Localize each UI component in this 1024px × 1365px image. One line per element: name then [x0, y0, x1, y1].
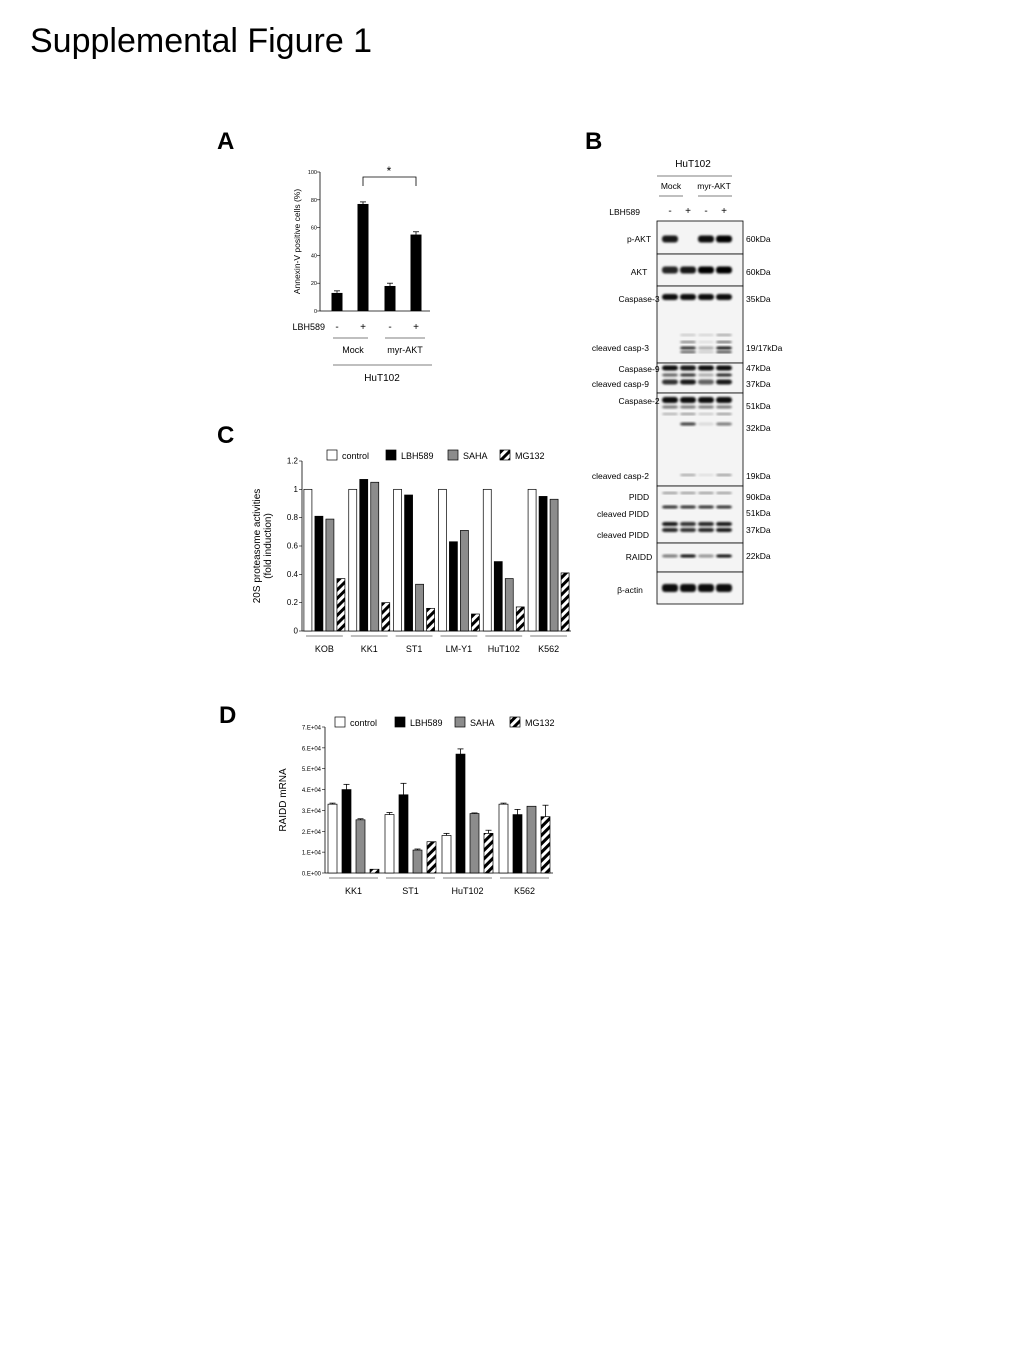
blot-band: [680, 528, 696, 532]
blot-band: [680, 492, 696, 494]
blot-band: [698, 366, 714, 371]
panel-label-c: C: [217, 422, 235, 449]
legend-label-mg132: MG132: [515, 451, 545, 461]
category-label: HuT102: [487, 644, 520, 654]
blot-band: [698, 267, 714, 274]
y-tick-label: 3.E+04: [301, 808, 321, 815]
bar-control: [442, 835, 451, 873]
treatment-sign: +: [413, 322, 419, 333]
blot-band: [716, 423, 732, 426]
bar-saha: [356, 820, 365, 873]
blot-band: [698, 334, 714, 336]
mw-label: 60kDa: [746, 267, 771, 277]
protein-label: p-AKT: [626, 234, 652, 244]
significance-bracket: [363, 177, 416, 186]
blot-band: [680, 423, 696, 426]
protein-label: cleaved PIDD: [597, 530, 649, 540]
blot-band: [680, 380, 696, 385]
panel-b-western-blot: [580, 150, 800, 610]
y-tick-label: 0.E+00: [301, 871, 321, 878]
blot-band: [662, 555, 678, 558]
blot-band: [662, 522, 678, 526]
blot-band: [716, 334, 732, 336]
blot-band: [662, 413, 678, 415]
y-axis-label: 20S proteasome activities(fold induction): [252, 488, 274, 604]
protein-label: cleaved casp-2: [591, 471, 649, 481]
bar-mg132: [337, 579, 345, 631]
bar-lbh589: [405, 495, 413, 631]
bar-control: [328, 804, 337, 873]
blot-band: [698, 236, 714, 243]
bar-lbh589: [513, 815, 522, 873]
blot-band: [716, 555, 732, 558]
panel-a-chart: [280, 155, 460, 395]
bar-lbh589: [399, 795, 408, 873]
y-tick-label: 1.2: [286, 456, 298, 466]
treatment-sign: -: [335, 322, 339, 333]
y-tick-label: 1.E+04: [301, 850, 321, 857]
panel-label-a: A: [217, 128, 235, 155]
blot-band: [698, 555, 714, 558]
bar-saha: [371, 482, 379, 631]
mw-label: 60kDa: [746, 234, 771, 244]
treatment-sign: -: [668, 206, 672, 217]
y-tick-label: 40: [310, 253, 317, 260]
y-axis-label: RAIDD mRNA: [278, 768, 289, 832]
treatment-sign: +: [685, 206, 691, 217]
treatment-sign: +: [721, 206, 727, 217]
bar-mg132: [370, 869, 379, 873]
significance-star: *: [386, 164, 392, 178]
bar-saha: [326, 519, 334, 631]
bar-lbh589: [449, 542, 457, 631]
blot-band: [662, 584, 678, 592]
blot-band: [680, 406, 696, 409]
protein-label: AKT: [630, 267, 648, 277]
blot-band: [680, 474, 696, 476]
blot-band: [698, 584, 714, 592]
bar-mg132: [427, 608, 435, 631]
protein-label: β-actin: [617, 585, 643, 595]
blot-band: [662, 380, 678, 385]
bar-mg132: [427, 842, 436, 873]
blot-band: [698, 423, 714, 426]
category-label: KK1: [360, 644, 378, 654]
bar-saha: [470, 814, 479, 873]
bar-control: [394, 489, 402, 631]
bar-saha: [527, 806, 536, 873]
category-label: K562: [538, 644, 560, 654]
y-tick-label: 0: [313, 309, 317, 315]
y-tick-label: 80: [310, 197, 317, 204]
blot-band: [698, 492, 714, 494]
legend-swatch-mg132: [500, 450, 510, 460]
blot-band: [698, 528, 714, 532]
legend-label-control: control: [350, 718, 378, 728]
treatment-sign: +: [360, 322, 366, 333]
protein-label: cleaved casp-9: [591, 379, 649, 389]
blot-band: [716, 366, 732, 371]
blot-band: [698, 397, 714, 403]
legend-label-lbh589: LBH589: [410, 718, 443, 728]
y-axis-label: Annexin-V positive cells (%): [292, 188, 302, 295]
blot-band: [680, 374, 696, 377]
legend-label-saha: SAHA: [470, 718, 495, 728]
y-tick-label: 20: [310, 281, 317, 288]
mw-label: 90kDa: [746, 492, 771, 502]
blot-band: [716, 236, 732, 243]
blot-band: [716, 584, 732, 592]
legend-swatch-control: [327, 450, 337, 460]
panel-d-chart: [270, 710, 565, 900]
blot-band: [716, 406, 732, 409]
bar: [411, 235, 422, 311]
blot-band: [716, 413, 732, 415]
blot-band: [680, 351, 696, 353]
bar-mg132: [471, 614, 479, 631]
mw-label: 37kDa: [746, 525, 771, 535]
bar: [332, 293, 343, 311]
category-label: ST1: [402, 886, 419, 896]
category-label: KOB: [314, 644, 334, 654]
y-tick-label: 6.E+04: [301, 746, 321, 753]
bar-saha: [505, 579, 513, 631]
blot-band: [680, 413, 696, 415]
bar-control: [528, 489, 536, 631]
panel-label-b: B: [585, 128, 603, 155]
blot-band: [680, 294, 696, 300]
blot-band: [698, 347, 714, 350]
blot-band: [698, 294, 714, 300]
blot-band: [716, 351, 732, 353]
mw-label: 37kDa: [746, 379, 771, 389]
protein-label: Caspase-3: [618, 294, 660, 304]
blot-band: [698, 413, 714, 415]
blot-band: [716, 380, 732, 385]
category-label: ST1: [405, 644, 423, 654]
bar-control: [499, 804, 508, 873]
bar-saha: [416, 584, 424, 631]
mw-label: 32kDa: [746, 423, 771, 433]
legend-swatch-lbh589: [386, 450, 396, 460]
blot-band: [662, 366, 678, 371]
blot-band: [716, 492, 732, 494]
blot-band: [680, 584, 696, 592]
protein-label: cleaved PIDD: [597, 509, 649, 519]
blot-band: [716, 341, 732, 343]
y-tick-label: 60: [310, 225, 317, 232]
bar-saha: [550, 499, 558, 631]
legend-swatch-saha: [448, 450, 458, 460]
y-tick-label: 2.E+04: [301, 829, 321, 836]
mw-label: 19kDa: [746, 471, 771, 481]
blot-band: [698, 522, 714, 526]
bar-lbh589: [494, 562, 502, 631]
lbh589-row-label: LBH589: [609, 207, 640, 217]
y-tick-label: 0.2: [286, 598, 298, 608]
y-tick-label: 7.E+04: [301, 725, 321, 732]
bar-control: [483, 489, 491, 631]
bar-control: [304, 489, 312, 631]
legend-swatch-saha: [455, 717, 465, 727]
blot-band: [662, 528, 678, 532]
mw-label: 51kDa: [746, 508, 771, 518]
blot-band: [680, 397, 696, 403]
treatment-sign: -: [388, 322, 392, 333]
legend-label-control: control: [342, 451, 370, 461]
protein-label: Caspase-9: [618, 364, 660, 374]
blot-band: [716, 474, 732, 476]
blot-band: [716, 528, 732, 532]
blot-band: [716, 506, 732, 509]
blot-band: [698, 351, 714, 353]
mw-label: 47kDa: [746, 363, 771, 373]
blot-band: [680, 341, 696, 343]
cell-line-label: HuT102: [364, 373, 400, 384]
bar-control: [385, 815, 394, 873]
bar-lbh589: [342, 790, 351, 873]
y-tick-label: 0.6: [286, 541, 298, 551]
group-label-myr-akt: myr-AKT: [697, 181, 731, 191]
bar-mg132: [484, 833, 493, 873]
legend-label-saha: SAHA: [463, 451, 488, 461]
blot-band: [662, 374, 678, 377]
blot-band: [716, 294, 732, 300]
blot-band: [698, 380, 714, 385]
y-tick-label: 100: [307, 170, 317, 176]
blot-band: [716, 347, 732, 350]
bar-mg132: [541, 817, 550, 873]
bar-mg132: [561, 573, 569, 631]
blot-band: [716, 522, 732, 526]
protein-label: Caspase-2: [618, 396, 660, 406]
y-tick-label: 1: [293, 484, 298, 494]
blot-band: [680, 347, 696, 350]
bar-saha: [413, 850, 422, 873]
blot-band: [662, 506, 678, 509]
bar: [385, 286, 396, 311]
figure-title: Supplemental Figure 1: [30, 22, 373, 60]
group-label-mock: Mock: [660, 181, 682, 191]
blot-band: [680, 334, 696, 336]
blot-band: [698, 341, 714, 343]
legend-swatch-control: [335, 717, 345, 727]
bar-saha: [460, 530, 468, 631]
mw-label: 35kDa: [746, 294, 771, 304]
category-label: KK1: [344, 886, 363, 896]
legend-swatch-lbh589: [395, 717, 405, 727]
mw-label: 22kDa: [746, 551, 771, 561]
y-tick-label: 0.4: [286, 569, 298, 579]
blot-band: [698, 406, 714, 409]
category-label: HuT102: [451, 886, 484, 896]
protein-label: PIDD: [628, 492, 650, 502]
bar-mg132: [516, 607, 524, 631]
lbh589-row-label: LBH589: [292, 322, 325, 332]
blot-band: [662, 406, 678, 409]
bar: [358, 204, 369, 311]
y-tick-label: 0.8: [286, 513, 298, 523]
blot-band: [680, 267, 696, 274]
group-label-myr-akt: myr-AKT: [387, 345, 423, 355]
bar-lbh589: [539, 496, 547, 631]
blot-band: [716, 397, 732, 403]
category-label: LM-Y1: [445, 644, 473, 654]
blot-band: [698, 474, 714, 476]
blot-band: [662, 236, 678, 243]
bar-control: [438, 489, 446, 631]
legend-swatch-mg132: [510, 717, 520, 727]
blot-band: [662, 267, 678, 274]
blot-band: [662, 397, 678, 403]
y-tick-label: 4.E+04: [301, 788, 321, 795]
treatment-sign: -: [704, 206, 708, 217]
panel-label-d: D: [219, 702, 237, 729]
blot-panel: [657, 486, 743, 543]
category-label: K562: [513, 886, 536, 896]
mw-label: 19/17kDa: [746, 343, 783, 353]
legend-label-lbh589: LBH589: [401, 451, 434, 461]
bar-lbh589: [315, 516, 323, 631]
blot-band: [716, 267, 732, 274]
blot-band: [680, 555, 696, 558]
blot-band: [698, 506, 714, 509]
y-tick-label: 0: [293, 626, 298, 636]
legend-label-mg132: MG132: [525, 718, 555, 728]
blot-band: [698, 374, 714, 377]
bar-lbh589: [360, 479, 368, 631]
blot-band: [662, 492, 678, 494]
mw-label: 51kDa: [746, 401, 771, 411]
panel-c-chart: [245, 445, 580, 660]
y-tick-label: 5.E+04: [301, 767, 321, 774]
protein-label: RAIDD: [625, 552, 653, 562]
blot-band: [716, 374, 732, 377]
bar-control: [349, 489, 357, 631]
cell-line-label: HuT102: [675, 159, 711, 170]
blot-band: [680, 522, 696, 526]
blot-band: [662, 294, 678, 300]
blot-band: [680, 366, 696, 371]
bar-lbh589: [456, 754, 465, 873]
group-label-mock: Mock: [342, 345, 364, 355]
blot-band: [680, 506, 696, 509]
bar-mg132: [382, 603, 390, 631]
protein-label: cleaved casp-3: [591, 343, 649, 353]
